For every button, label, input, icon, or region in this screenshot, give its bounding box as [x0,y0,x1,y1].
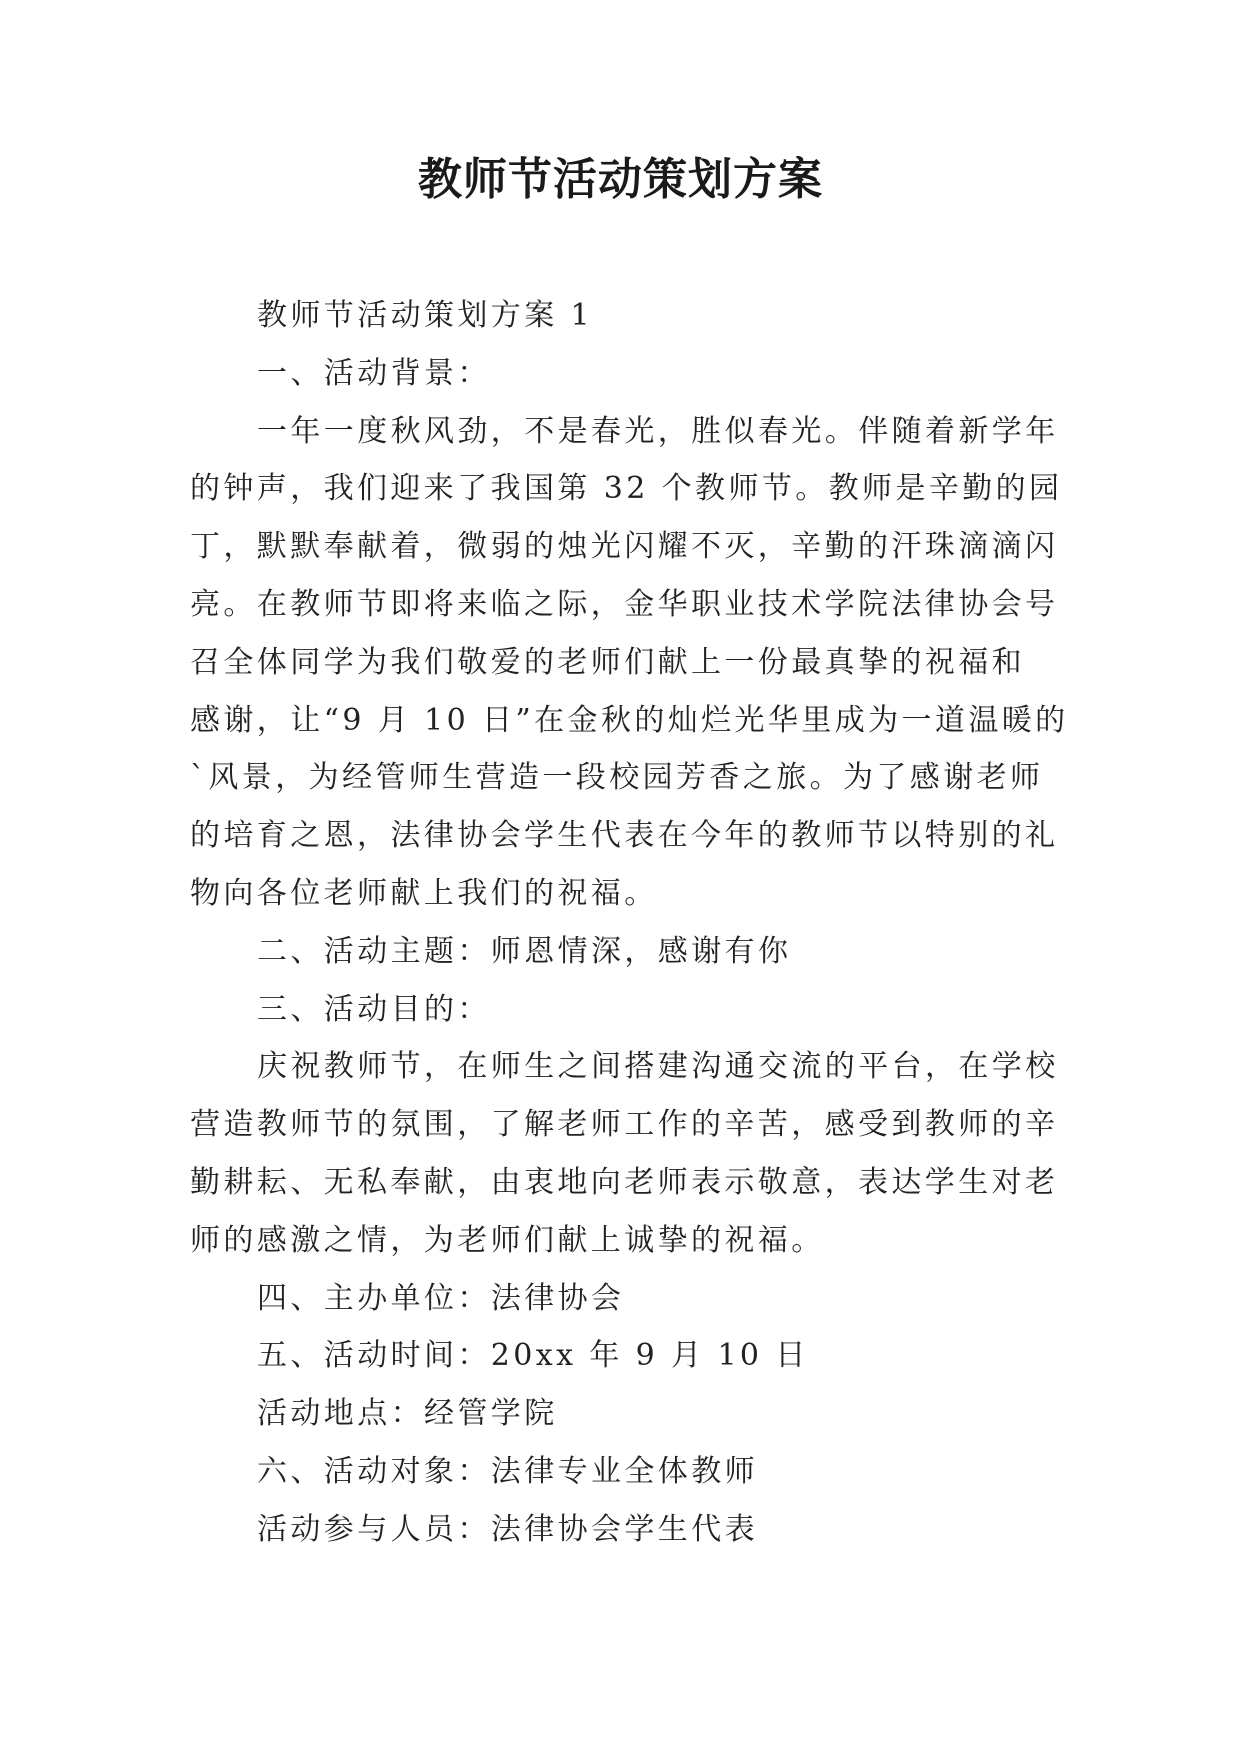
section-heading-purpose: 三、活动目的： [257,991,491,1027]
paragraph-line: 的培育之恩，法律协会学生代表在今年的教师节以特别的礼 [190,818,1059,854]
paragraph-line: 物向各位老师献上我们的祝福。 [190,875,658,911]
paragraph-line: 营造教师节的氛围，了解老师工作的辛苦，感受到教师的辛 [190,1107,1059,1143]
document-body [190,287,1069,1559]
section-heading-time: 五、活动时间：20xx 年 9 月 10 日 [257,1338,809,1374]
section-heading-audience: 六、活动对象：法律专业全体教师 [257,1453,758,1489]
paragraph-background [190,403,1069,923]
paragraph-line: 庆祝教师节，在师生之间搭建沟通交流的平台，在学校 [257,1049,1059,1085]
paragraph-line: 师的感激之情，为老师们献上诚挚的祝福。 [190,1222,825,1258]
paragraph-line: 一年一度秋风劲，不是春光，胜似春光。伴随着新学年 [257,413,1059,449]
paragraph-line: 的钟声，我们迎来了我国第 32 个教师节。教师是辛勤的园 [190,471,1063,507]
event-location: 活动地点：经管学院 [257,1396,558,1432]
event-participants: 活动参与人员：法律协会学生代表 [257,1511,758,1547]
paragraph-line: 感谢，让“9 月 10 日”在金秋的灿烂光华里成为一道温暖的 [190,702,1069,738]
paragraph-purpose [190,1038,1059,1269]
section-heading-plan-1: 教师节活动策划方案 1 [257,298,594,333]
paragraph-line: 亮。在教师节即将来临之际，金华职业技术学院法律协会号 [190,586,1059,622]
paragraph-line: 丁，默默奉献着，微弱的烛光闪耀不灭，辛勤的汗珠滴滴闪 [190,529,1059,565]
paragraph-line: 勤耕耘、无私奉献，由衷地向老师表示敬意，表达学生对老 [190,1164,1059,1200]
paragraph-line: 召全体同学为我们敬爱的老师们献上一份最真挚的祝福和 [190,644,1025,680]
section-heading-background: 一、活动背景： [257,355,491,391]
document-title: 教师节活动策划方案 [418,154,823,205]
paragraph-line: `风景，为经管师生营造一段校园芳香之旅。为了感谢老师 [190,760,1044,796]
section-heading-theme: 二、活动主题：师恩情深，感谢有你 [257,933,792,969]
section-heading-organizer: 四、主办单位：法律协会 [257,1280,625,1316]
